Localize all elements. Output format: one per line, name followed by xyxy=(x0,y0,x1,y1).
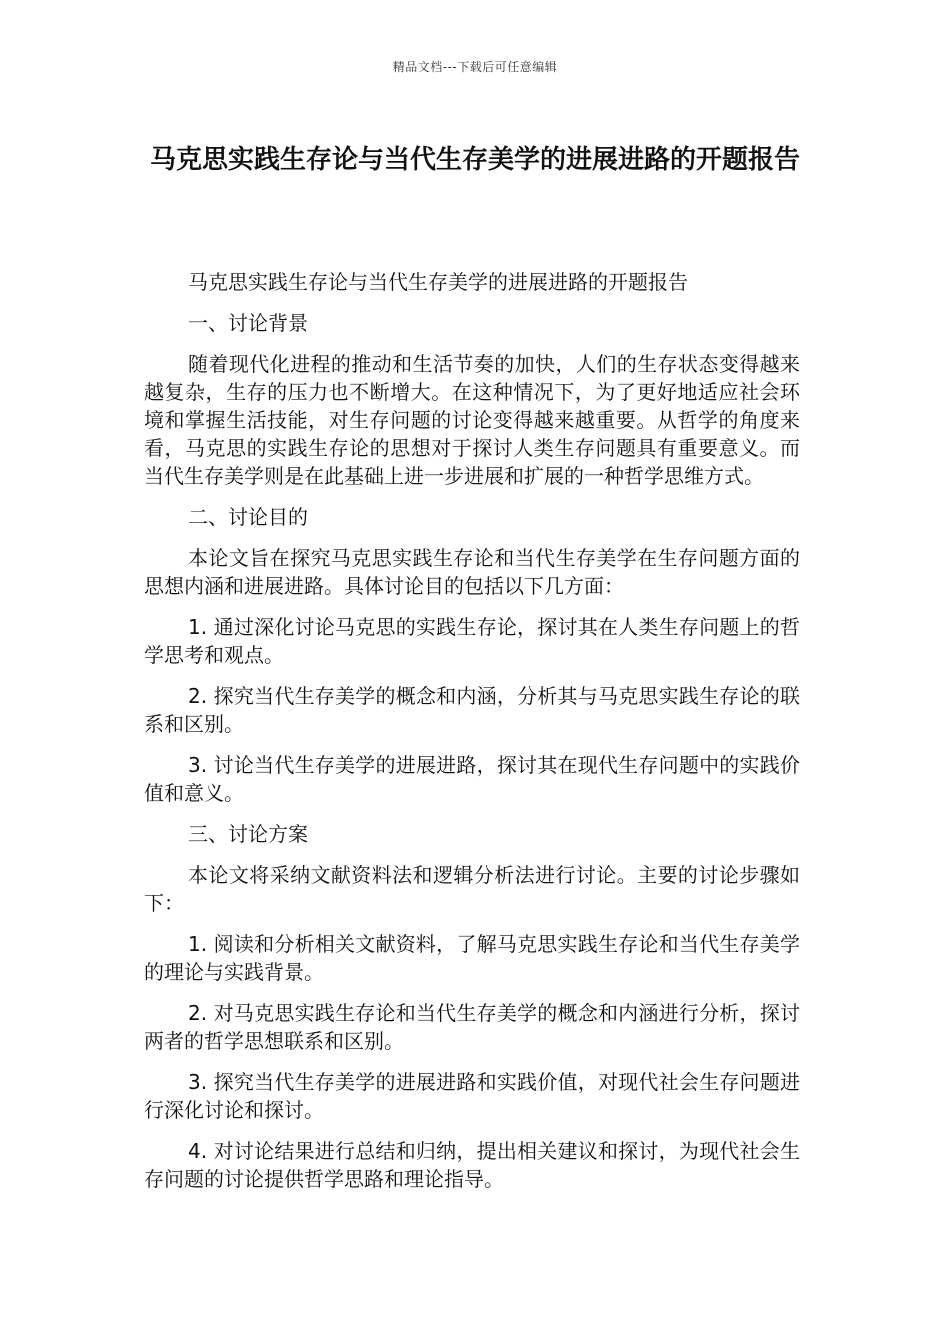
subtitle-paragraph: 马克思实践生存论与当代生存美学的进展进路的开题报告 xyxy=(188,270,688,294)
plan-step-2: 2. 对马克思实践生存论和当代生存美学的概念和内涵进行分析，探讨两者的哲学思想联系和区别。 xyxy=(144,1001,800,1053)
background-paragraph: 随着现代化进程的推动和生活节奏的加快，人们的生存状态变得越来越复杂，生存的压力也不断增大。在这种情况下，为了更好地适应社会环境和掌握生活技能，对生存问题的讨论变得越来越重要。从哲学的角度来看，马克思的实践生存论的思想对于探讨人类生存问题具有重要意义。而当代生存美学则是在此基础上进一步进展和扩展的一种哲学思维方式。 xyxy=(144,352,800,488)
plan-step-3: 3. 探究当代生存美学的进展进路和实践价值，对现代社会生存问题进行深化讨论和探讨。 xyxy=(144,1070,800,1122)
document-body xyxy=(144,268,800,1206)
document-title: 马克思实践生存论与当代生存美学的进展进路的开题报告 xyxy=(149,145,800,175)
purpose-item-2: 2. 探究当代生存美学的概念和内涵，分析其与马克思实践生存论的联系和区别。 xyxy=(144,684,800,736)
plan-step-1: 1. 阅读和分析相关文献资料，了解马克思实践生存论和当代生存美学的理论与实践背景。 xyxy=(144,932,800,984)
section-heading-purpose: 二、讨论目的 xyxy=(188,505,308,529)
purpose-item-3: 3. 讨论当代生存美学的进展进路，探讨其在现代生存问题中的实践价值和意义。 xyxy=(144,753,800,805)
header-note: 精品文档---下载后可任意编辑 xyxy=(392,60,558,74)
section-heading-plan: 三、讨论方案 xyxy=(188,822,308,846)
section-heading-background: 一、讨论背景 xyxy=(188,311,308,335)
plan-step-4: 4. 对讨论结果进行总结和归纳，提出相关建议和探讨，为现代社会生存问题的讨论提供哲学思路和理论指导。 xyxy=(144,1139,800,1191)
purpose-intro-paragraph: 本论文旨在探究马克思实践生存论和当代生存美学在生存问题方面的思想内涵和进展进路。具体讨论目的包括以下几方面： xyxy=(144,546,800,598)
plan-intro-paragraph: 本论文将采纳文献资料法和逻辑分析法进行讨论。主要的讨论步骤如下： xyxy=(144,863,800,915)
purpose-item-1: 1. 通过深化讨论马克思的实践生存论，探讨其在人类生存问题上的哲学思考和观点。 xyxy=(144,615,800,667)
